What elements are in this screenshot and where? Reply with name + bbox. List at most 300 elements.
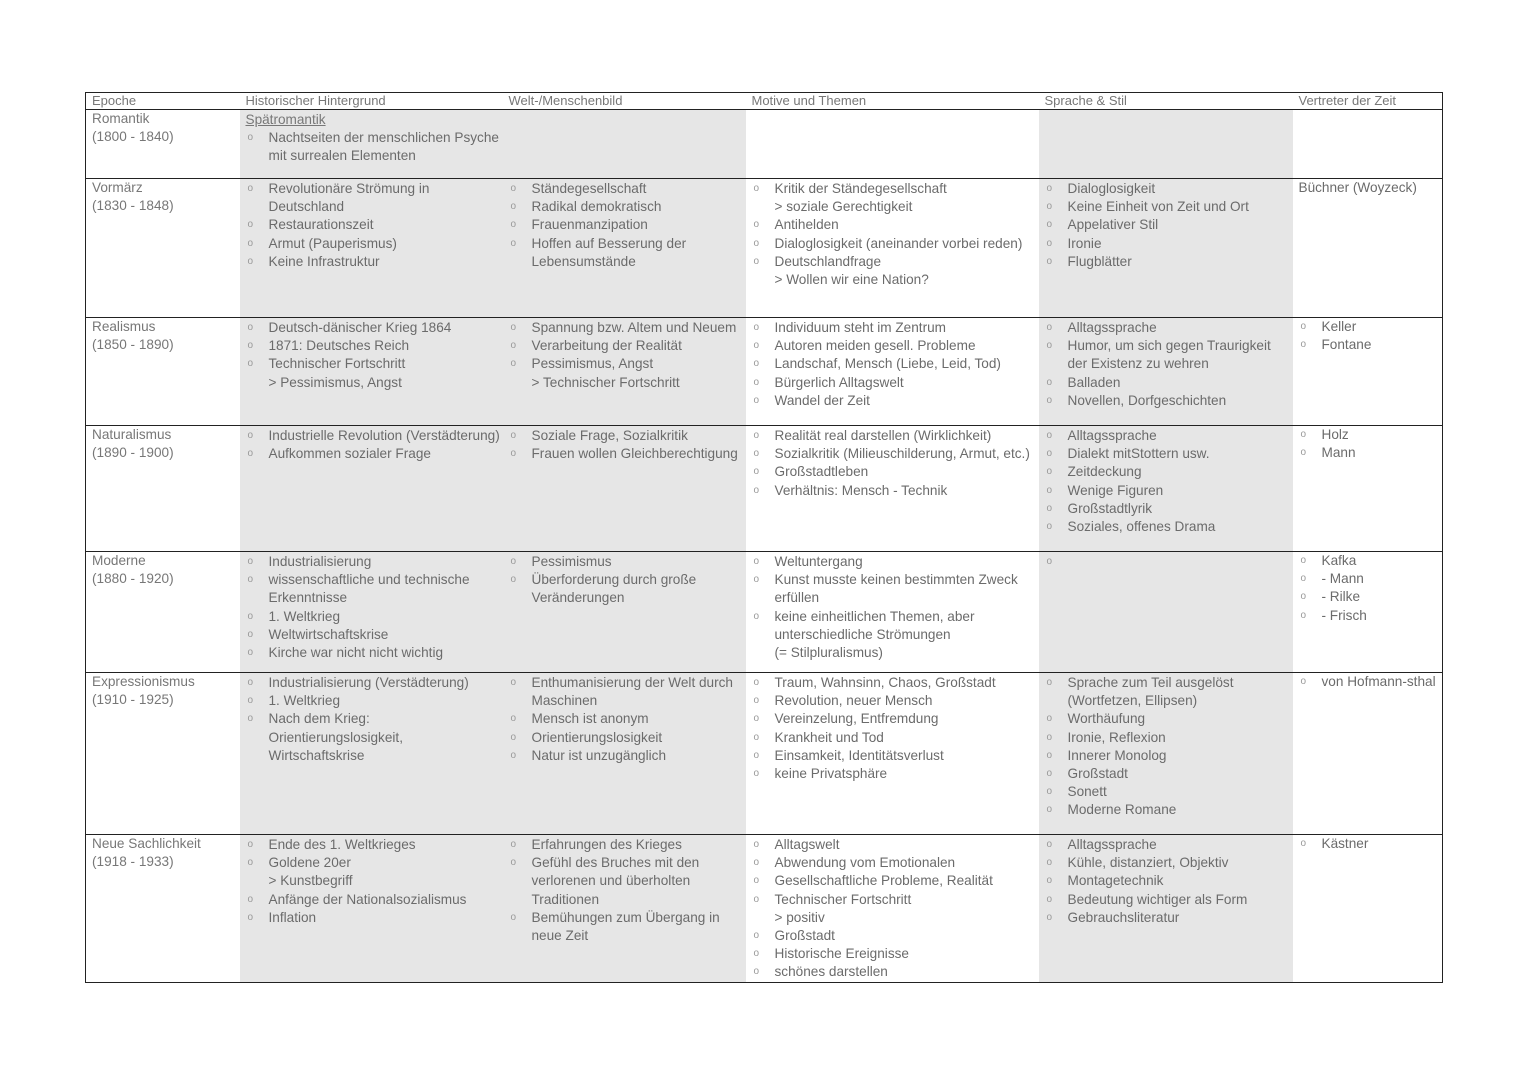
epoch-years: (1880 - 1920) bbox=[92, 571, 174, 587]
list-item-text: Nachtseiten der menschlichen Psyche mit surrealen Elementen bbox=[268, 130, 499, 164]
list-item bbox=[752, 872, 1039, 890]
list-item bbox=[1045, 729, 1293, 747]
cell-content bbox=[1045, 552, 1293, 567]
epochs-table bbox=[85, 92, 1443, 983]
list-item bbox=[1045, 198, 1293, 216]
list-item-text: Nach dem Krieg: Orientierungslosigkeit, Wirtschaftskrise bbox=[268, 711, 403, 763]
list-item bbox=[246, 674, 503, 692]
list-item bbox=[246, 355, 503, 391]
list-item bbox=[1045, 216, 1293, 234]
list-item-text: Industrialisierung (Verstädterung) bbox=[268, 675, 469, 690]
list-item-text: Inflation bbox=[268, 909, 317, 925]
list-item bbox=[752, 482, 1039, 500]
list-item bbox=[752, 945, 1039, 963]
list-item bbox=[752, 216, 1039, 234]
list-item-text: Alltagssprache bbox=[1067, 320, 1157, 335]
bullet-list bbox=[1045, 180, 1293, 271]
list-item bbox=[752, 427, 1039, 445]
epoch-years: (1800 - 1840) bbox=[92, 129, 174, 145]
list-item-text: Dialoglosigkeit (aneinander vorbei reden) bbox=[774, 235, 1023, 251]
bullet-list bbox=[509, 319, 746, 392]
representative: von Hofmann-sthal bbox=[1321, 674, 1436, 689]
bullet-list bbox=[509, 836, 746, 945]
bullet-list bbox=[246, 319, 503, 392]
list-item-text: Deutschlandfrage bbox=[774, 253, 882, 269]
list-item-text: Historische Ereignisse bbox=[774, 946, 909, 962]
bullet-list bbox=[246, 129, 503, 165]
list-item-text: Humor, um sich gegen Traurigkeit der Existenz zu wehren bbox=[1067, 338, 1271, 372]
bullet-icon: o bbox=[1046, 394, 1053, 406]
motive-themen-cell bbox=[746, 552, 1039, 673]
list-item-text: Montagetechnik bbox=[1067, 873, 1164, 889]
bullet-icon: o bbox=[510, 857, 517, 869]
list-item bbox=[1045, 319, 1293, 337]
bullet-list bbox=[1299, 673, 1443, 691]
list-item-text: Krankheit und Tod bbox=[774, 729, 884, 745]
cell-content bbox=[1045, 318, 1293, 410]
list-item-text: Wenige Figuren bbox=[1067, 482, 1164, 498]
list-item-text: Bedeutung wichtiger als Form bbox=[1067, 891, 1248, 907]
bullet-icon: o bbox=[1046, 857, 1053, 869]
list-item-text: Ironie bbox=[1067, 235, 1102, 251]
list-item-text: Traum, Wahnsinn, Chaos, Großstadt bbox=[774, 675, 996, 690]
list-item bbox=[752, 836, 1039, 854]
list-item-text: Wandel der Zeit bbox=[774, 392, 870, 408]
historischer-hintergrund-cell bbox=[240, 673, 503, 835]
bullet-icon: o bbox=[1300, 321, 1307, 332]
list-item-text: Abwendung vom Emotionalen bbox=[774, 855, 956, 871]
list-item bbox=[246, 235, 503, 253]
bullet-list bbox=[1299, 835, 1443, 853]
sprache-stil-cell bbox=[1039, 179, 1293, 318]
historischer-hintergrund-cell bbox=[240, 552, 503, 673]
representative: Fontane bbox=[1321, 337, 1372, 353]
list-item-subtext: > Pessimismus, Angst bbox=[268, 374, 402, 390]
list-item bbox=[1045, 445, 1293, 463]
motive-themen-cell bbox=[746, 835, 1039, 983]
bullet-icon: o bbox=[753, 930, 760, 942]
cell-content bbox=[246, 673, 503, 765]
table-row bbox=[86, 426, 1443, 552]
list-item-text: schönes darstellen bbox=[774, 964, 888, 980]
epoch-years: (1890 - 1900) bbox=[92, 445, 174, 461]
bullet-list bbox=[1299, 426, 1443, 462]
list-item-text: Großstadtlyrik bbox=[1067, 500, 1153, 516]
epoch-years: (1850 - 1890) bbox=[92, 337, 174, 353]
list-item-text: Balladen bbox=[1067, 374, 1121, 390]
cell-content bbox=[509, 110, 746, 111]
epoch-name: Neue Sachlichkeit bbox=[92, 836, 201, 851]
list-item-text: Kirche war nicht nicht wichtig bbox=[268, 645, 444, 661]
bullet-icon: o bbox=[510, 358, 517, 370]
bullet-icon: o bbox=[753, 966, 760, 978]
list-item bbox=[1045, 909, 1293, 927]
sprache-stil-cell bbox=[1039, 318, 1293, 426]
list-item bbox=[246, 854, 503, 890]
bullet-icon: o bbox=[1046, 322, 1053, 333]
bullet-icon: o bbox=[753, 430, 760, 441]
historischer-hintergrund-cell bbox=[240, 835, 503, 983]
list-item bbox=[1045, 500, 1293, 518]
representative: Holz bbox=[1321, 427, 1349, 442]
bullet-icon: o bbox=[247, 610, 254, 622]
list-item bbox=[1045, 854, 1293, 872]
list-item bbox=[1299, 673, 1443, 691]
bullet-icon: o bbox=[247, 647, 254, 659]
welt-menschenbild-cell bbox=[503, 673, 746, 835]
list-item-text: Ende des 1. Weltkrieges bbox=[268, 837, 416, 852]
bullet-icon: o bbox=[753, 695, 760, 707]
cell-content bbox=[509, 673, 746, 765]
list-item-text: Spannung bzw. Altem und Neuem bbox=[531, 320, 737, 335]
bullet-list bbox=[246, 674, 503, 765]
list-item-text: Aufkommen sozialer Frage bbox=[268, 446, 431, 462]
list-item bbox=[1299, 835, 1443, 853]
bullet-list bbox=[1045, 674, 1293, 820]
list-item bbox=[246, 445, 503, 463]
motive-themen-cell bbox=[746, 318, 1039, 426]
vertreter-cell bbox=[1293, 673, 1443, 835]
bullet-icon: o bbox=[1300, 591, 1307, 603]
list-item-text: Frauen wollen Gleichberechtigung bbox=[531, 446, 738, 462]
list-item bbox=[752, 891, 1039, 927]
list-item bbox=[246, 571, 503, 607]
list-item bbox=[246, 710, 503, 765]
list-item-text: Pessimismus bbox=[531, 554, 612, 569]
bullet-icon: o bbox=[753, 749, 760, 761]
bullet-icon: o bbox=[1046, 713, 1053, 725]
cell-content bbox=[752, 552, 1039, 662]
list-item-text: Erfahrungen des Krieges bbox=[531, 837, 682, 852]
list-item bbox=[1045, 747, 1293, 765]
list-item bbox=[1045, 337, 1293, 373]
epoch-cell bbox=[86, 179, 240, 318]
bullet-icon: o bbox=[753, 839, 760, 850]
bullet-icon: o bbox=[1046, 376, 1053, 388]
bullet-icon: o bbox=[753, 768, 760, 780]
cell-content bbox=[752, 318, 1039, 410]
motive-themen-cell bbox=[746, 110, 1039, 179]
list-item bbox=[752, 963, 1039, 981]
list-item bbox=[752, 235, 1039, 253]
list-item-text: wissenschaftliche und technische Erkenntnisse bbox=[268, 572, 470, 606]
list-item bbox=[509, 909, 746, 945]
bullet-icon: o bbox=[247, 574, 254, 586]
epoch-cell bbox=[86, 835, 240, 983]
bullet-list bbox=[752, 180, 1039, 289]
list-item-text: Goldene 20er bbox=[268, 855, 351, 871]
representative: - Frisch bbox=[1321, 607, 1367, 623]
bullet-icon: o bbox=[510, 448, 517, 460]
bullet-list bbox=[509, 180, 746, 271]
list-item bbox=[246, 337, 503, 355]
list-item bbox=[752, 355, 1039, 373]
bullet-icon: o bbox=[1046, 911, 1053, 923]
list-item-text: Flugblätter bbox=[1067, 253, 1132, 269]
list-item bbox=[509, 319, 746, 337]
vertreter-cell bbox=[1293, 110, 1443, 179]
bullet-icon: o bbox=[753, 219, 760, 231]
epoch-name: Moderne bbox=[92, 553, 146, 568]
bullet-icon: o bbox=[1046, 839, 1053, 850]
bullet-icon: o bbox=[1300, 555, 1307, 566]
list-item bbox=[752, 710, 1039, 728]
sprache-stil-cell bbox=[1039, 673, 1293, 835]
sprache-stil-cell bbox=[1039, 552, 1293, 673]
list-item-text: Natur ist unzugänglich bbox=[531, 747, 667, 763]
bullet-icon: o bbox=[247, 132, 254, 144]
sprache-stil-cell bbox=[1039, 110, 1293, 179]
list-item bbox=[1045, 783, 1293, 801]
list-item-text: Industrialisierung bbox=[268, 554, 372, 569]
epoch-cell bbox=[86, 318, 240, 426]
list-item-text: Radikal demokratisch bbox=[531, 199, 662, 215]
bullet-icon: o bbox=[753, 556, 760, 567]
list-item bbox=[509, 216, 746, 234]
historischer-hintergrund-cell bbox=[240, 318, 503, 426]
bullet-list bbox=[246, 180, 503, 271]
list-item bbox=[509, 445, 746, 463]
bullet-icon: o bbox=[753, 731, 760, 743]
list-item-text: Technischer Fortschritt bbox=[774, 891, 912, 907]
representative: Keller bbox=[1321, 319, 1357, 334]
list-item-text: Überforderung durch große Veränderungen bbox=[531, 572, 697, 606]
bullet-icon: o bbox=[247, 695, 254, 707]
welt-menschenbild-cell bbox=[503, 426, 746, 552]
bullet-icon: o bbox=[1046, 255, 1053, 267]
epoch-cell bbox=[86, 110, 240, 179]
list-item-text: Einsamkeit, Identitätsverlust bbox=[774, 747, 944, 763]
welt-menschenbild-cell bbox=[503, 179, 746, 318]
bullet-icon: o bbox=[1046, 484, 1053, 496]
bullet-icon: o bbox=[1046, 340, 1053, 352]
bullet-icon: o bbox=[510, 237, 517, 249]
list-item-text: Hoffen auf Besserung der Lebensumstände bbox=[531, 235, 687, 269]
bullet-icon: o bbox=[510, 556, 517, 567]
header-epoche: Epoche bbox=[86, 93, 240, 110]
cell-content bbox=[752, 110, 1039, 111]
bullet-list bbox=[1045, 836, 1293, 927]
list-item bbox=[1045, 392, 1293, 410]
list-item bbox=[1299, 588, 1443, 606]
list-item bbox=[1045, 836, 1293, 854]
list-item bbox=[1045, 518, 1293, 536]
bullet-icon: o bbox=[753, 394, 760, 406]
bullet-icon: o bbox=[753, 484, 760, 496]
cell-content bbox=[1045, 179, 1293, 271]
list-item bbox=[1045, 235, 1293, 253]
list-item-text: Bemühungen zum Übergang in neue Zeit bbox=[531, 909, 720, 944]
list-item-text: Pessimismus, Angst bbox=[531, 356, 654, 372]
bullet-icon: o bbox=[753, 875, 760, 887]
list-item bbox=[1045, 374, 1293, 392]
bullet-list bbox=[1045, 319, 1293, 410]
bullet-icon: o bbox=[247, 857, 254, 869]
sub-heading: Spätromantik bbox=[245, 112, 326, 127]
list-item bbox=[1299, 336, 1443, 354]
list-item bbox=[246, 319, 503, 337]
list-item-text: Verhältnis: Mensch - Technik bbox=[774, 482, 948, 498]
list-item bbox=[509, 836, 746, 854]
list-item bbox=[1045, 253, 1293, 271]
list-item bbox=[509, 729, 746, 747]
list-item-text: Armut (Pauperismus) bbox=[268, 235, 397, 251]
bullet-icon: o bbox=[1046, 430, 1053, 441]
list-item bbox=[1299, 426, 1443, 444]
motive-themen-cell bbox=[746, 426, 1039, 552]
list-item bbox=[752, 571, 1039, 607]
bullet-icon: o bbox=[753, 322, 760, 333]
list-item bbox=[509, 198, 746, 216]
list-item bbox=[1045, 891, 1293, 909]
vertreter-cell bbox=[1293, 552, 1443, 673]
bullet-list bbox=[1045, 427, 1293, 536]
cell-content bbox=[1045, 426, 1293, 536]
bullet-icon: o bbox=[247, 237, 254, 249]
list-item-text: Industrielle Revolution (Verstädterung) bbox=[268, 428, 500, 443]
bullet-icon: o bbox=[753, 466, 760, 478]
list-item-text: Landschaf, Mensch (Liebe, Leid, Tod) bbox=[774, 356, 1001, 372]
list-item bbox=[246, 216, 503, 234]
bullet-list bbox=[752, 427, 1039, 500]
list-item bbox=[752, 692, 1039, 710]
list-item bbox=[509, 180, 746, 198]
header-welt-menschenbild: Welt-/Menschenbild bbox=[503, 93, 746, 110]
list-item-text: Enthumanisierung der Welt durch Maschinen bbox=[531, 675, 733, 709]
bullet-icon: o bbox=[753, 857, 760, 869]
list-item-text: 1871: Deutsches Reich bbox=[268, 338, 410, 354]
list-item bbox=[1045, 482, 1293, 500]
bullet-icon: o bbox=[753, 948, 760, 960]
list-item-text: Realität real darstellen (Wirklichkeit) bbox=[774, 428, 992, 443]
bullet-icon: o bbox=[1300, 573, 1307, 585]
list-item bbox=[752, 180, 1039, 216]
bullet-icon: o bbox=[1046, 677, 1053, 688]
list-item bbox=[509, 337, 746, 355]
list-item bbox=[752, 747, 1039, 765]
welt-menschenbild-cell bbox=[503, 552, 746, 673]
list-item bbox=[752, 729, 1039, 747]
bullet-icon: o bbox=[510, 183, 517, 194]
cell-content bbox=[509, 318, 746, 392]
bullet-icon: o bbox=[247, 340, 254, 352]
bullet-icon: o bbox=[1046, 893, 1053, 905]
list-item-text: Dialekt mitStottern usw. bbox=[1067, 446, 1210, 462]
bullet-icon: o bbox=[753, 713, 760, 725]
bullet-icon: o bbox=[510, 839, 517, 850]
bullet-icon: o bbox=[510, 749, 517, 761]
header-historischer-hintergrund: Historischer Hintergrund bbox=[240, 93, 503, 110]
list-item-text: Sonett bbox=[1067, 784, 1107, 800]
bullet-icon: o bbox=[753, 237, 760, 249]
list-item-text: Keine Einheit von Zeit und Ort bbox=[1067, 199, 1249, 215]
bullet-icon: o bbox=[1046, 183, 1053, 194]
historischer-hintergrund-cell bbox=[240, 179, 503, 318]
bullet-icon: o bbox=[247, 677, 254, 688]
header-motive-themen: Motive und Themen bbox=[746, 93, 1039, 110]
epoch-years: (1918 - 1933) bbox=[92, 854, 174, 870]
epoch-years: (1910 - 1925) bbox=[92, 692, 174, 708]
historischer-hintergrund-cell bbox=[240, 110, 503, 179]
cell-content bbox=[509, 835, 746, 945]
list-item bbox=[752, 608, 1039, 663]
bullet-icon: o bbox=[510, 677, 517, 688]
list-item-text: Restaurationszeit bbox=[268, 217, 374, 233]
welt-menschenbild-cell bbox=[503, 835, 746, 983]
list-item bbox=[1045, 872, 1293, 890]
bullet-list bbox=[752, 836, 1039, 982]
bullet-icon: o bbox=[510, 340, 517, 352]
list-item-text: Moderne Romane bbox=[1067, 802, 1177, 818]
representative: Kafka bbox=[1321, 553, 1357, 568]
cell-content bbox=[1045, 110, 1293, 111]
list-item-text: Weltuntergang bbox=[774, 554, 863, 569]
bullet-icon: o bbox=[1300, 676, 1307, 687]
list-item-text: Appelativer Stil bbox=[1067, 217, 1159, 233]
welt-menschenbild-cell bbox=[503, 110, 746, 179]
representative: Büchner (Woyzeck) bbox=[1298, 180, 1417, 195]
representative: Kästner bbox=[1321, 836, 1369, 851]
list-item-text: Revolution, neuer Mensch bbox=[774, 693, 933, 709]
bullet-icon: o bbox=[247, 911, 254, 923]
list-item-text: Alltagssprache bbox=[1067, 837, 1157, 852]
list-item-text: Anfänge der Nationalsozialismus bbox=[268, 891, 467, 907]
vertreter-cell bbox=[1293, 179, 1443, 318]
list-item bbox=[1045, 427, 1293, 445]
bullet-list bbox=[246, 836, 503, 927]
bullet-icon: o bbox=[1046, 219, 1053, 231]
table-row bbox=[86, 110, 1443, 179]
bullet-icon: o bbox=[1046, 768, 1053, 780]
vertreter-cell bbox=[1293, 318, 1443, 426]
bullet-icon: o bbox=[1300, 339, 1307, 351]
bullet-icon: o bbox=[247, 628, 254, 640]
list-item-text: keine einheitlichen Themen, aber unterschiedliche Strömungen bbox=[774, 608, 975, 642]
list-item bbox=[1045, 180, 1293, 198]
bullet-icon: o bbox=[753, 610, 760, 622]
list-item-text: Sprache zum Teil ausgelöst (Wortfetzen, Ellipsen) bbox=[1067, 675, 1234, 709]
list-item-text: Soziales, offenes Drama bbox=[1067, 519, 1216, 535]
bullet-icon: o bbox=[247, 556, 254, 567]
sprache-stil-cell bbox=[1039, 426, 1293, 552]
epoch-name: Expressionismus bbox=[92, 674, 195, 689]
list-item bbox=[509, 674, 746, 710]
list-item-text: Keine Infrastruktur bbox=[268, 253, 380, 269]
epoch-cell bbox=[86, 552, 240, 673]
bullet-icon: o bbox=[753, 340, 760, 352]
list-item-text: Novellen, Dorfgeschichten bbox=[1067, 392, 1227, 408]
bullet-icon: o bbox=[1300, 429, 1307, 440]
list-item-text: Antihelden bbox=[774, 217, 839, 233]
list-item-text: Weltwirtschaftskrise bbox=[268, 626, 389, 642]
bullet-icon: o bbox=[753, 677, 760, 688]
list-item-text: Frauenmanzipation bbox=[531, 217, 648, 233]
bullet-icon: o bbox=[1046, 237, 1053, 249]
bullet-icon: o bbox=[1300, 838, 1307, 849]
epoch-name: Realismus bbox=[92, 319, 156, 334]
list-item-text: Gebrauchsliteratur bbox=[1067, 909, 1180, 925]
list-item-text: Kühle, distanziert, Objektiv bbox=[1067, 855, 1229, 871]
list-item bbox=[1045, 674, 1293, 710]
list-item bbox=[509, 427, 746, 445]
list-item bbox=[246, 891, 503, 909]
bullet-icon: o bbox=[247, 448, 254, 460]
bullet-list bbox=[509, 427, 746, 463]
list-item bbox=[509, 553, 746, 571]
bullet-list bbox=[1299, 318, 1443, 354]
list-item-subtext: (= Stilpluralismus) bbox=[774, 645, 883, 661]
cell-content bbox=[752, 835, 1039, 982]
